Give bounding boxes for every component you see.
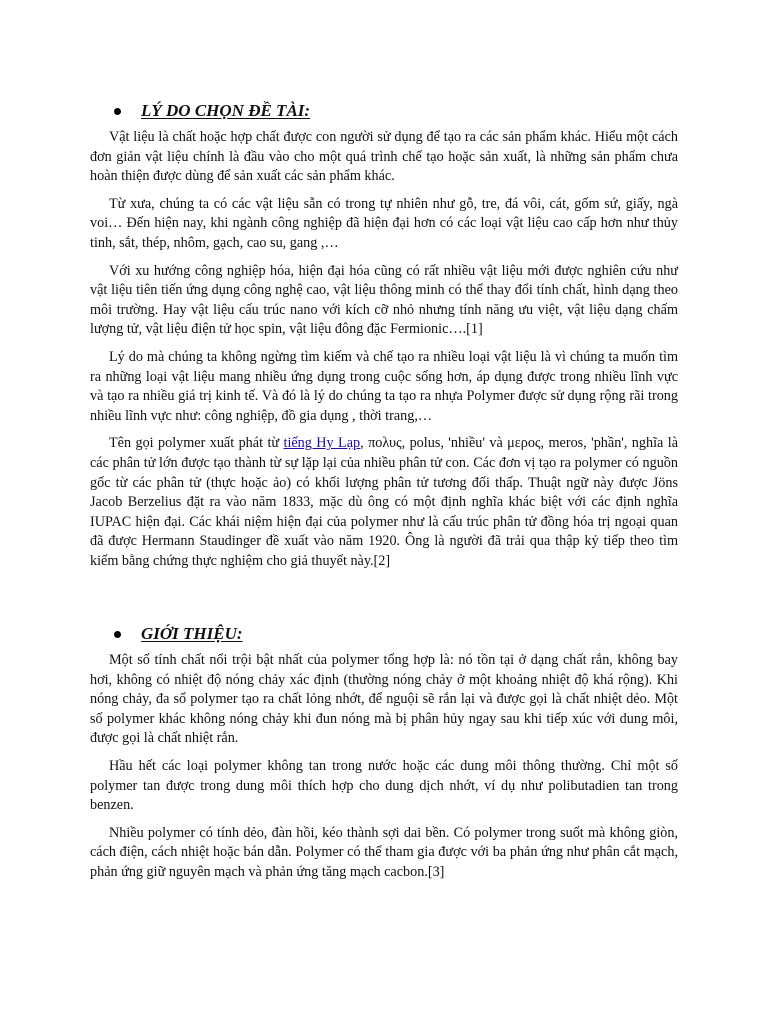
- paragraph: Một số tính chất nổi trội bật nhất của polymer tổng hợp là: nó tồn tại ở dạng chất rắn, không bay hơi, không có nhiệt độ nóng chảy xác định (thường nóng chảy ở một khoảng nhiệt độ khá rộng). Khi nóng chảy, đa số polymer tạo ra chất lỏng nhớt, để nguội sẽ rắn lại và được gọi là chất nhiệt dẻo. Một số polymer khác không nóng chảy khi đun nóng mà bị phân hủy ngay sau khi tiếp xúc với dung môi, được gọi là chất nhiệt rắn.: [90, 652, 678, 747]
- section-reasons: [90, 99, 678, 579]
- paragraph: Nhiều polymer có tính dẻo, đàn hồi, kéo thành sợi dai bền. Có polymer trong suốt mà không giòn, cách điện, cách nhiệt hoặc bán dẫn. Polymer có thể tham gia được với ba phản ứng như phân cắt mạch, phản ứng giữ nguyên mạch và phản ứng tăng mạch cacbon.[3]: [90, 824, 678, 880]
- heading-text: GIỚI THIỆU:: [141, 624, 243, 643]
- paragraph: Với xu hướng công nghiệp hóa, hiện đại hóa cũng có rất nhiều vật liệu mới được nghiên cứu như vật liệu tiên tiến ứng dụng công nghệ cao, vật liệu thông minh có thể thay đổi tính chất, hình dạng theo môi trường. Hay vật liệu cấu trúc nano với kích cỡ nhỏ nhưng tính năng ưu việt, vật liệu dạng chấm lượng tử, vật liệu điện tử học spin, vật liệu đông đặc Fermionic….[1]: [90, 262, 678, 338]
- paragraph: Từ xưa, chúng ta có các vật liệu sẵn có trong tự nhiên như gỗ, tre, đá vôi, cát, gốm sứ, giấy, ngà voi… Đến hiện nay, khi ngành công nghiệp đã hiện đại hơn có các loại vật liệu cao cấp hơn như thủy tinh, sắt, thép, nhôm, gạch, cao su, gang ,…: [90, 195, 678, 251]
- greek-language-link[interactable]: tiếng Hy Lạp: [283, 435, 361, 452]
- paragraph-text: Tên gọi polymer xuất phát từ: [109, 435, 284, 452]
- paragraph-etymology: [90, 434, 678, 571]
- heading-text: LÝ DO CHỌN ĐỀ TÀI:: [141, 101, 311, 120]
- paragraph: Lý do mà chúng ta không ngừng tìm kiếm và chế tạo ra nhiều loại vật liệu là vì chúng ta muốn tìm ra những loại vật liệu mang nhiều ứng dụng trong cuộc sống hơn, áp dụng được trong nhiều lĩnh vực và tạo ra nhiều giá trị kinh tế. Và đó là lý do chúng ta tạo ra nhựa Polymer được sử dụng rộng rãi trong nhiều lĩnh vực như: công nghiệp, đồ gia dụng , thời trang,…: [90, 348, 678, 424]
- paragraph: Vật liệu là chất hoặc hợp chất được con người sử dụng để tạo ra các sản phẩm khác. Hiểu một cách đơn giản vật liệu chính là đầu vào cho một quá trình chế tạo hoặc sản xuất, là những sản phẩm chưa hoàn thiện được dùng để sản xuất các sản phẩm khác.: [90, 129, 678, 185]
- paragraph-text: , πολυς, polus, 'nhiều' và μερος, meros, 'phần', nghĩa là các phân tử lớn được tạo thành từ sự lặp lại của nhiều phân tử con. Các đơn vị tạo ra polymer có nguồn gốc từ các phân tử (thực hoặc ảo) có khối lượng phân tử tương đối thấp. Thuật ngữ này được Jöns Jacob Berzelius đặt ra vào năm 1833, mặc dù ông có một định nghĩa khác biệt với các định nghĩa IUPAC hiện đại. Các khái niệm hiện đại của polymer như là cấu trúc phân tử đồng hóa trị ngoại quan đã được Hermann Staudinger đề xuất vào năm 1920. Ông là người đã trải qua thập kỷ tiếp theo tìm kiếm bằng chứng thực nghiệm cho giả thuyết này.[2]: [90, 435, 678, 569]
- bullet-icon: [114, 108, 121, 115]
- section-heading: [90, 622, 678, 646]
- paragraph: Hầu hết các loại polymer không tan trong nước hoặc các dung môi thông thường. Chỉ một số polymer tan được trong dung môi thích hợp cho dung dịch nhớt, ví dụ như polibutadien tan trong benzen.: [90, 757, 678, 814]
- section-heading: [90, 99, 678, 123]
- section-introduction: [90, 622, 678, 891]
- bullet-icon: [114, 631, 121, 638]
